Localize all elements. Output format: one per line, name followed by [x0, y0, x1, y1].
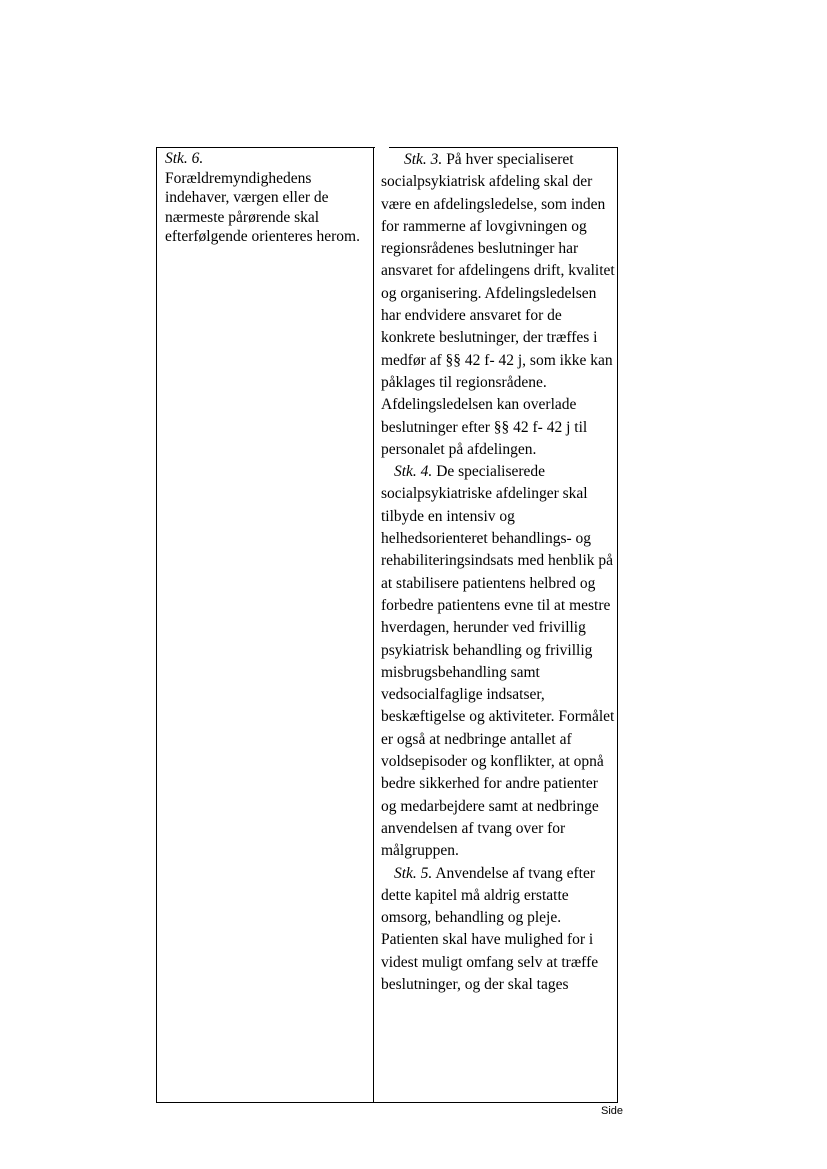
page-footer-label: Side: [601, 1105, 624, 1117]
left-column: [165, 149, 365, 247]
stk5-text: Anvendelse af tvang efter dette kapitel må aldrig erstatte omsorg, behandling og pleje. Patienten skal have mulighed for i videst muligt omfang selv at træffe beslutninger, og der skal tages: [381, 864, 599, 993]
stk6-text: Forældremyndighedens indehaver, værgen eller de nærmeste pårørende skal efterfølgende orienteres herom.: [165, 169, 360, 245]
stk5-paragraph: [381, 863, 615, 997]
document-table: [156, 147, 618, 1103]
stk3-label: Stk. 3.: [404, 151, 443, 168]
stk5-label: Stk. 5.: [394, 864, 433, 882]
stk4-text: De specialiserede socialpsykiatriske afdelinger skal tilbyde en intensiv og helhedsorienteret behandlings- og rehabiliteringsindsats med henblik på at stabilisere patientens helbred og forbedre patientens evne til at mestre hverdagen, herunder ved frivillig psykiatrisk behandling og frivillig misbrugsbehandling samt vedsocialfaglige indsatser, beskæftigelse og aktiviteter. Formålet er også at nedbringe antallet af voldsepisoder og konflikter, at opnå bedre sikkerhed for andre patienter og medarbejdere samt at nedbringe anvendelsen af tvang over for målgruppen.: [381, 463, 615, 860]
stk3-paragraph: [381, 149, 615, 461]
stk6-paragraph: [165, 149, 365, 247]
stk4-paragraph: [381, 461, 615, 862]
stk3-text: På hver specialiseret socialpsykiatrisk afdeling skal der være en afdelingsledelse, som inden for rammerne af lovgivningen og regionsrådenes beslutninger har ansvaret for afdelingens drift, kvalitet og organisering. Afdelingsledelsen har endvidere ansvaret for de konkrete beslutninger, der træffes i medfør af §§ 42 f- 42 j, som ikke kan påklages til regionsrådene. Afdelingsledelsen kan overlade beslutninger efter §§ 42 f- 42 j til personalet på afdelingen.: [381, 151, 615, 458]
column-divider: [373, 148, 374, 1102]
right-column: [381, 149, 615, 1101]
stk6-label: Stk. 6.: [165, 150, 204, 167]
stk4-label: Stk. 4.: [394, 463, 433, 481]
